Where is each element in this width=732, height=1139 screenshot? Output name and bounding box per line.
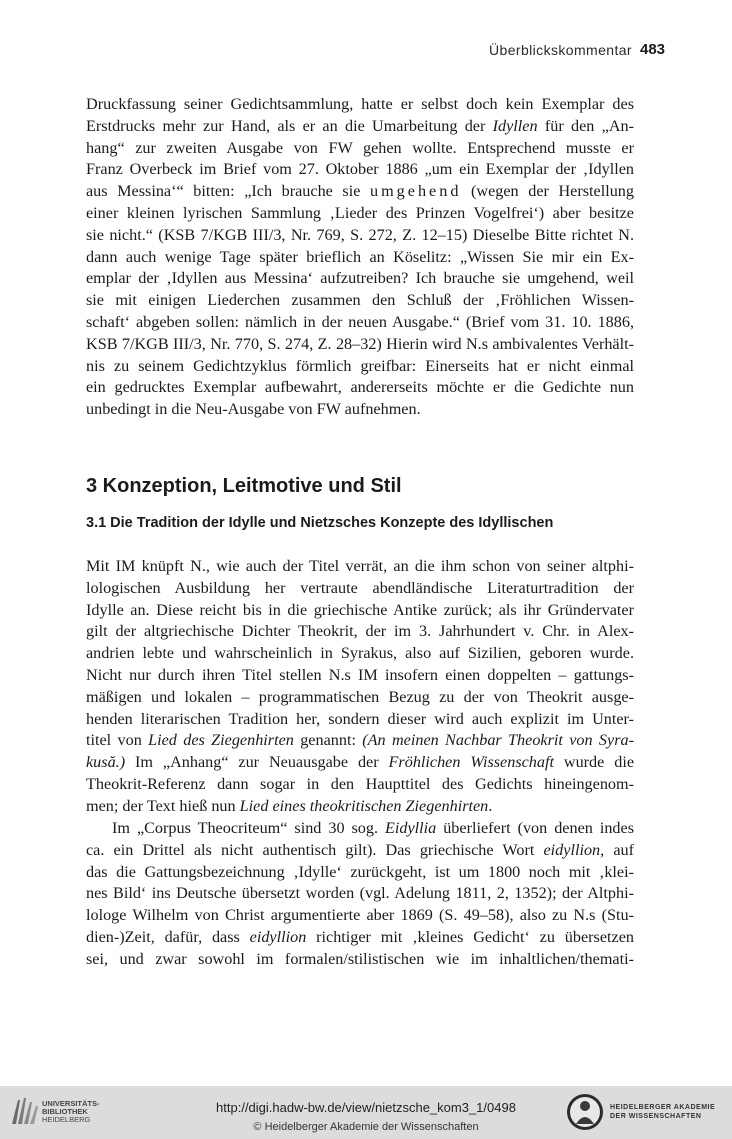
text-line: kusă.) Im „Anhang“ zur Neuausgabe der Fröhlichen Wissenschaft wurde die [86,753,635,772]
text-line: Im „Corpus Theocriteum“ sind 30 sog. Eidyllia überliefert (von denen indes [112,819,634,837]
text-line: unbedingt in die Neu-Ausgabe von FW aufnehmen. [86,400,421,419]
subsection-heading: 3.1 Die Tradition der Idylle und Nietzsches Konzepte des Idyllischen [86,515,554,531]
copyright-notice: © Heidelberger Akademie der Wissenschaften [253,1121,479,1133]
text-line: henden literarischen Tradition her, sondern dieser wird auch explizit im Unter- [86,709,634,728]
text-line: Theokrit-Referenz dann sogar in den Haupttitel des Gedichts hineingenom- [86,774,634,793]
academy-seal-icon [565,1092,605,1132]
text-line: lologischen Ausbildung her vertraute abendländische Literaturtradition der [86,578,634,597]
text-line: gilt der altgriechische Dichter Theokrit, der im 3. Jahrhundert v. Chr. in Alex- [86,622,634,641]
text-line: ca. ein Drittel als nicht authentisch gilt). Das griechische Wort eidyllion, auf [86,840,634,859]
digitization-footer [0,1086,732,1139]
academy-name: HEIDELBERGER AKADEMIE DER WISSENSCHAFTEN [610,1104,716,1120]
paragraph-continuation [86,94,634,421]
text-line: Erstdrucks mehr zur Hand, als er an die Umarbeitung der Idyllen für den „An- [86,116,635,135]
running-head-title: Überblickskommentar [489,42,632,58]
text-line: dien-)Zeit, dafür, dass eidyllion richtiger mit ‚kleines Gedicht‘ zu übersetzen [86,927,634,946]
text-line: Druckfassung seiner Gedichtsammlung, hatte er selbst doch kein Exemplar des [86,95,634,113]
text-line: titel von Lied des Ziegenhirten genannt: (An meinen Nachbar Theokrit von Syra- [86,731,634,750]
text-line: KSB 7/KGB III/3, Nr. 770, S. 274, Z. 28–32) Hierin wird N.s ambivalentes Verhält- [86,334,634,353]
permalink-url[interactable]: http://digi.hadw-bw.de/view/nietzsche_kom3_1/0498 [216,1100,516,1115]
text-line: sie nicht.“ (KSB 7/KGB III/3, Nr. 769, S. 272, Z. 12–15) Dieselbe Bitte richtet N. [86,225,634,244]
library-name: UNIVERSITÄTS- BIBLIOTHEK HEIDELBERG [42,1099,100,1124]
text-line: nes Bild‘ ins Deutsche übersetzt worden (vgl. Adelung 1811, 2, 1352); der Altphi- [86,884,634,903]
text-line: sei, und zwar sowohl im formalen/stilistischen wie im inhaltlichen/themati- [86,949,634,968]
paragraph-corpus [86,818,634,971]
text-line: dann auch wenige Tage später brieflich an Köselitz: „Wissen Sie mir ein Ex- [86,247,634,266]
text-line: emplar der ‚Idyllen aus Messina‘ aufzutreiben? Ich brauche sie umgehend, weil [86,269,634,288]
section-heading: 3 Konzeption, Leitmotive und Stil [86,475,402,497]
text-line: hang“ zur zweiten Ausgabe von FW gehen wollte. Entsprechend musste er [86,138,634,157]
page-number: 483 [640,41,666,58]
text-line: men; der Text hieß nun Lied eines theokritischen Ziegenhirten. [86,796,493,815]
text-line: schaft‘ abgeben sollen: nämlich in der neuen Ausgabe.“ (Brief vom 31. 10. 1886, [86,312,634,331]
text-line: Franz Overbeck im Brief vom 27. Oktober 1886 „um ein Exemplar der ‚Idyllen [86,160,634,179]
text-line: einer kleinen lyrischen Sammlung ‚Lieder des Prinzen Vogelfrei‘) aber besitze [86,203,634,222]
text-line: Nicht nur durch ihren Titel stellen N.s IM insofern einen doppelten – gattungs- [86,665,634,684]
text-line: aus Messina‘“ bitten: „Ich brauche sie umgehend (wegen der Herstellung [86,182,634,201]
paragraph-tradition [86,556,634,818]
text-line: sie mit einigen Liederchen zusammen den Schluß der ‚Fröhlichen Wissen- [86,291,634,310]
text-line: ein gedrucktes Exemplar aufbewahrt, andererseits möchte er die Gedichte nun [86,378,634,397]
text-line: andrien lebte und wahrscheinlich in Syrakus, also auf Sizilien, geboren wurde. [86,644,634,663]
text-line: das die Gattungsbezeichnung ‚Idylle‘ zurückgeht, ist um 1800 noch mit ‚klei- [86,862,634,881]
text-line: Mit IM knüpft N., wie auch der Titel verrät, an die ihm schon von seiner altphi- [86,557,634,575]
text-line: mäßigen und lokalen – programmatischen Bezug zu der von Theokrit ausge- [86,687,634,706]
text-line: lologe Wilhelm von Christ argumentierte aber 1869 (S. 49–58), also zu N.s (Stu- [86,906,634,925]
text-line: nis zu seinem Gedichtzyklus förmlich greifbar: Einerseits hat er nicht einmal [86,356,634,375]
text-line: Idylle an. Diese reicht bis in die griechische Antike zurück; als ihr Gründervater [86,600,634,619]
